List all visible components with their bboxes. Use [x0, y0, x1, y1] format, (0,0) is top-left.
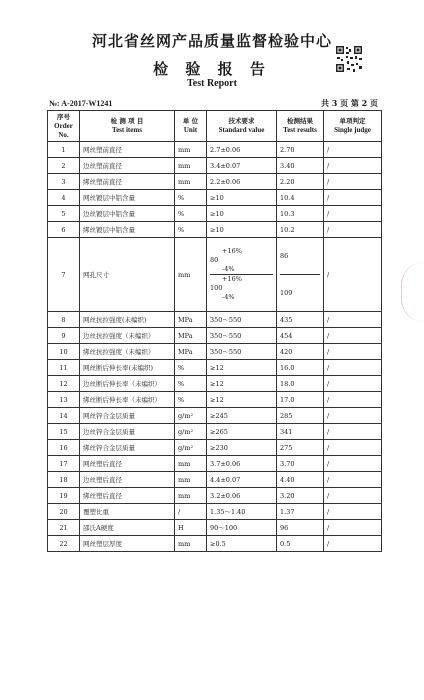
test-item-cell: 绑丝锌合金层质量: [80, 440, 175, 456]
test-result-cell: 1.37: [277, 504, 324, 520]
unit-cell: g/m²: [175, 424, 207, 440]
table-row: [48, 174, 382, 190]
unit-cell: mm: [175, 472, 207, 488]
test-result-cell: [277, 238, 324, 312]
unit-cell: %: [175, 222, 207, 238]
test-result-cell: 4.40: [277, 472, 324, 488]
test-result-cell: 435: [277, 312, 324, 328]
standard-value-cell: 350～550: [207, 312, 277, 328]
test-item-cell: 网丝塑层厚度: [80, 536, 175, 552]
standard-value-cell: 3.4±0.07: [207, 158, 277, 174]
order-no-cell: 14: [48, 408, 80, 424]
order-no-cell: 4: [48, 190, 80, 206]
header-unit: 单 位 Unit: [175, 111, 207, 142]
header-standard-value: 技术要求 Standard value: [207, 111, 277, 142]
test-item-cell: 边丝锌合金层质量: [80, 424, 175, 440]
order-no-cell: 9: [48, 328, 80, 344]
single-judge-cell: /: [324, 312, 382, 328]
unit-cell: MPa: [175, 328, 207, 344]
standard-value-line: +16%: [210, 274, 273, 284]
test-result-cell: 10.4: [277, 190, 324, 206]
standard-value-line: -4%: [222, 265, 235, 273]
table-row: [48, 536, 382, 552]
single-judge-cell: /: [324, 142, 382, 158]
standard-value-cell: ≥12: [207, 360, 277, 376]
header-order-no: 序号 Order No.: [48, 111, 80, 142]
table-row: [48, 360, 382, 376]
test-result-cell: 420: [277, 344, 324, 360]
table-row: [48, 376, 382, 392]
single-judge-cell: /: [324, 536, 382, 552]
test-result-cell: 16.0: [277, 360, 324, 376]
test-result-cell: 341: [277, 424, 324, 440]
single-judge-cell: /: [324, 328, 382, 344]
unit-cell: %: [175, 376, 207, 392]
test-item-cell: 边丝抗拉强度（未编织）: [80, 328, 175, 344]
order-no-cell: 20: [48, 504, 80, 520]
order-no-cell: 7: [48, 238, 80, 312]
unit-cell: %: [175, 190, 207, 206]
table-row: [48, 312, 382, 328]
test-item-cell: 邵氏A硬度: [80, 520, 175, 536]
test-item-cell: 边丝镀层中铝含量: [80, 206, 175, 222]
test-item-cell: 绑丝塑后直径: [80, 488, 175, 504]
standard-value-cell: 90～100: [207, 520, 277, 536]
unit-cell: /: [175, 504, 207, 520]
test-item-cell: 绑丝断后伸长率（未编织）: [80, 392, 175, 408]
test-item-cell: 绑丝镀层中铝含量: [80, 222, 175, 238]
unit-cell: g/m²: [175, 408, 207, 424]
test-result-cell: 96: [277, 520, 324, 536]
standard-value-line: -4%: [222, 293, 235, 301]
test-result-cell: 2.70: [277, 142, 324, 158]
standard-value-cell: ≥0.5: [207, 536, 277, 552]
order-no-cell: 13: [48, 392, 80, 408]
test-result-cell: 2.20: [277, 174, 324, 190]
single-judge-cell: /: [324, 520, 382, 536]
single-judge-cell: /: [324, 158, 382, 174]
standard-value-cell: ≥12: [207, 392, 277, 408]
table-row: [48, 158, 382, 174]
order-no-cell: 16: [48, 440, 80, 456]
test-item-cell: 边丝塑后直径: [80, 472, 175, 488]
unit-cell: mm: [175, 158, 207, 174]
unit-cell: mm: [175, 456, 207, 472]
order-no-cell: 3: [48, 174, 80, 190]
standard-value-cell: ≥12: [207, 376, 277, 392]
single-judge-cell: /: [324, 206, 382, 222]
order-no-cell: 2: [48, 158, 80, 174]
unit-cell: MPa: [175, 344, 207, 360]
standard-value-cell: 4.4±0.07: [207, 472, 277, 488]
table-row: [48, 488, 382, 504]
test-item-cell: 覆塑比重: [80, 504, 175, 520]
table-row: [48, 456, 382, 472]
test-result-cell: 10.3: [277, 206, 324, 222]
single-judge-cell: /: [324, 344, 382, 360]
order-no-cell: 22: [48, 536, 80, 552]
single-judge-cell: /: [324, 174, 382, 190]
table-row: [48, 190, 382, 206]
standard-value-cell: 3.2±0.06: [207, 488, 277, 504]
header-single-judge: 单项判定 Single judge: [324, 111, 382, 142]
unit-cell: MPa: [175, 312, 207, 328]
test-result-cell: 18.0: [277, 376, 324, 392]
order-no-cell: 19: [48, 488, 80, 504]
table-row: [48, 424, 382, 440]
test-item-cell: 网丝断后伸长率(未编织): [80, 360, 175, 376]
standard-value-cell: ≥245: [207, 408, 277, 424]
standard-value-cell: 2.2±0.06: [207, 174, 277, 190]
table-row: [48, 142, 382, 158]
standard-value-line: 80: [210, 256, 219, 264]
test-item-cell: 网丝镀层中铝含量: [80, 190, 175, 206]
single-judge-cell: /: [324, 360, 382, 376]
standard-value-line: 100: [210, 284, 223, 292]
single-judge-cell: /: [324, 408, 382, 424]
standard-value-cell: 3.7±0.06: [207, 456, 277, 472]
test-result-cell: 3.70: [277, 456, 324, 472]
test-item-cell: 网丝抗拉强度(未编织): [80, 312, 175, 328]
test-result-cell: 3.20: [277, 488, 324, 504]
test-result-value: 109: [280, 274, 320, 311]
seal-stamp: [401, 262, 424, 322]
header-test-items: 检 测 项 目 Test items: [80, 111, 175, 142]
table-row: [48, 504, 382, 520]
order-no-cell: 1: [48, 142, 80, 158]
unit-cell: g/m²: [175, 440, 207, 456]
report-title: 河北省丝网产品质量监督检验中心: [91, 32, 332, 50]
table-header-row: [48, 111, 382, 142]
single-judge-cell: /: [324, 440, 382, 456]
single-judge-cell: /: [324, 472, 382, 488]
single-judge-cell: /: [324, 424, 382, 440]
test-result-cell: 0.5: [277, 536, 324, 552]
test-item-cell: 绑丝塑前直径: [80, 174, 175, 190]
order-no-cell: 10: [48, 344, 80, 360]
test-item-cell: 边丝塑前直径: [80, 158, 175, 174]
standard-value-cell: 2.7±0.06: [207, 142, 277, 158]
report-heading-cn: 检 验 报 告: [153, 60, 271, 78]
test-result-cell: 285: [277, 408, 324, 424]
table-row: [48, 520, 382, 536]
unit-cell: %: [175, 392, 207, 408]
standard-value-cell: 350～550: [207, 328, 277, 344]
test-results-table: [47, 110, 382, 552]
test-result-cell: 454: [277, 328, 324, 344]
order-no-cell: 8: [48, 312, 80, 328]
unit-cell: mm: [175, 536, 207, 552]
test-result-cell: 17.0: [277, 392, 324, 408]
unit-cell: mm: [175, 174, 207, 190]
standard-value-cell: ≥230: [207, 440, 277, 456]
single-judge-cell: /: [324, 504, 382, 520]
test-result-cell: 10.2: [277, 222, 324, 238]
standard-value-cell: 1.35～1.40: [207, 504, 277, 520]
single-judge-cell: /: [324, 222, 382, 238]
order-no-cell: 18: [48, 472, 80, 488]
standard-value-cell: ≥265: [207, 424, 277, 440]
test-item-cell: 网孔尺寸: [80, 238, 175, 312]
order-no-cell: 12: [48, 376, 80, 392]
table-row: [48, 344, 382, 360]
test-item-cell: 边丝断后伸长率（未编织）: [80, 376, 175, 392]
table-row: [48, 472, 382, 488]
order-no-cell: 5: [48, 206, 80, 222]
table-row: [48, 222, 382, 238]
table-row-mesh-size: [48, 238, 382, 312]
test-item-cell: 网丝锌合金层质量: [80, 408, 175, 424]
order-no-cell: 17: [48, 456, 80, 472]
report-number: №: A-2017-W1241: [49, 99, 113, 108]
test-item-cell: 网丝塑后直径: [80, 456, 175, 472]
unit-cell: mm: [175, 142, 207, 158]
unit-cell: mm: [175, 488, 207, 504]
unit-cell: H: [175, 520, 207, 536]
standard-value-cell: ≥10: [207, 222, 277, 238]
single-judge-cell: /: [324, 488, 382, 504]
standard-value-cell: ≥10: [207, 190, 277, 206]
order-no-cell: 11: [48, 360, 80, 376]
single-judge-cell: /: [324, 238, 382, 312]
order-no-cell: 6: [48, 222, 80, 238]
order-no-cell: 15: [48, 424, 80, 440]
table-row: [48, 206, 382, 222]
standard-value-line: +16%: [222, 247, 242, 255]
report-heading-en: Test Report: [187, 78, 237, 89]
test-result-cell: 3.40: [277, 158, 324, 174]
standard-value-cell: 350～550: [207, 344, 277, 360]
standard-value-cell: ≥10: [207, 206, 277, 222]
order-no-cell: 21: [48, 520, 80, 536]
single-judge-cell: /: [324, 392, 382, 408]
page-indicator: 共 3 页 第 2 页: [320, 98, 378, 108]
single-judge-cell: /: [324, 190, 382, 206]
unit-cell: %: [175, 206, 207, 222]
table-row: [48, 328, 382, 344]
unit-cell: %: [175, 360, 207, 376]
single-judge-cell: /: [324, 456, 382, 472]
test-item-cell: 绑丝抗拉强度（未编织）: [80, 344, 175, 360]
unit-cell: mm: [175, 238, 207, 312]
header-test-results: 检测结果 Test results: [277, 111, 324, 142]
test-item-cell: 网丝塑前直径: [80, 142, 175, 158]
table-row: [48, 440, 382, 456]
table-row: [48, 408, 382, 424]
test-result-cell: 275: [277, 440, 324, 456]
standard-value-cell: [207, 238, 277, 312]
test-result-value: 86: [280, 252, 289, 260]
table-row: [48, 392, 382, 408]
single-judge-cell: /: [324, 376, 382, 392]
